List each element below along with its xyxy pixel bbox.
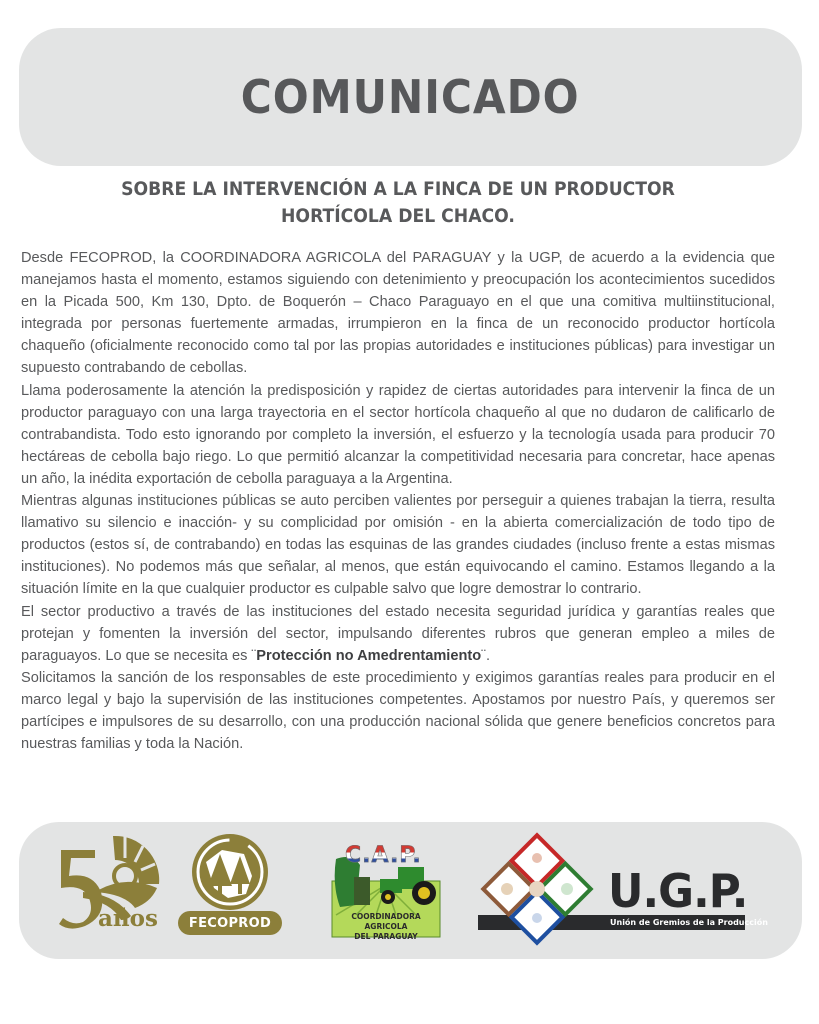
paragraph-3: Mientras algunas instituciones públicas se auto perciben valientes por perseguir a quienes trabajan la tierra, resulta llamativo su silencio e inacción- y su complicidad por omisión - en la abierta comercialización de todo tipo de productos (estos sí, de contrabando) en todas las esquinas de las grandes ciudades (incluso frente a estas mismas instituciones). No podemos más que señalar, al menos, que están equivocando el camino. Estamos llegando a la situación límite en la que cualquier productor es culpable salvo que logre demostrar lo contrario. [21,493,775,598]
ugp-caption: Unión de Gremios de la Producción [610,918,768,927]
header-banner [19,28,802,166]
ugp-acronym: U.G.P. [608,864,748,918]
subtitle-line-1: SOBRE LA INTERVENCIÓN A LA FINCA DE UN PRODUCTOR [121,179,675,200]
subtitle [28,176,768,230]
cap-acronym: C.A.P. [345,843,422,868]
statement-body [21,247,775,755]
anniversary-label: años [98,905,158,932]
cap-caption-line-1: COORDINADORA AGRICOLA [351,912,421,931]
cap-caption [330,912,442,942]
paragraph-5: Solicitamos la sanción de los responsables de este procedimiento y exigimos garantías reales para producir en el marco legal y bajo la supervisión de las instituciones competentes. Apostamos por nuestro País, y queremos ser partícipes e impulsores de su desarrollo, con una producción nacional sólida que genere beneficios concretos para nuestras familias y toda la Nación. [21,669,775,753]
paragraph-4-end: ¨. [481,647,491,664]
subtitle-line-2: HORTÍCOLA DEL CHACO. [281,206,515,227]
cap-caption-line-2: DEL PARAGUAY [354,932,418,941]
fecoprod-label: FECOPROD [178,911,282,935]
page-title: COMUNICADO [241,70,580,124]
paragraph-4-text: El sector productivo a través de las instituciones del estado necesita seguridad jurídica y garantías reales que protejan y fomenten la inversión del sector, impulsando diferentes rubros que generan empleo a miles de paraguayos. Lo que se necesita es ¨ [21,603,775,664]
paragraph-4 [21,601,775,667]
emphasis-slogan: Protección no Amedrentamiento [256,647,482,664]
paragraph-1: Desde FECOPROD, la COORDINADORA AGRICOLA del PARAGUAY y la UGP, de acuerdo a la evidencia que manejamos hasta el momento, estamos siguiendo con detenimiento y preocupación los acontecimientos sucedidos en la Picada 500, Km 130, Dpto. de Boquerón – Chaco Paraguayo en el que una comitiva multiinstitucional, integrada por personas fuertemente armadas, irrumpieron en la finca de un reconocido productor hortícola chaqueño (oficialmente reconocido como tal por las propias autoridades e instituciones públicas) para investigar un supuesto contrabando de cebollas. [21,250,775,377]
paragraph-2: Llama poderosamente la atención la predisposición y rapidez de ciertas autoridades para intervenir la finca de un productor paraguayo con una larga trayectoria en el sector hortícola chaqueño al que no dudaron de calificarlo de contrabandista. Todo esto ignorando por completo la inversión, el esfuerzo y la tecnología usada para producir 70 hectáreas de cebolla bajo riego. Lo que permitió alcanzar la competitividad necesaria para concretar, hace apenas un año, la inédita exportación de cebolla paraguaya a la Argentina. [21,382,775,487]
